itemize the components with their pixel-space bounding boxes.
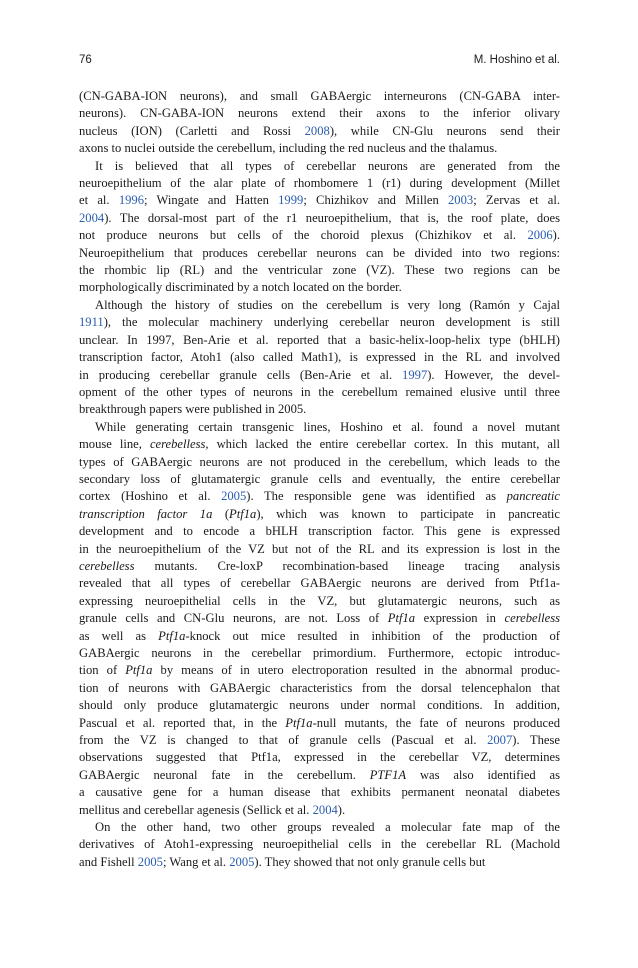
text-line bbox=[79, 367, 560, 384]
citation-link[interactable]: 2006 bbox=[527, 228, 553, 243]
text-line bbox=[79, 819, 560, 836]
paragraph bbox=[79, 158, 560, 297]
italic-text: PTF1A bbox=[369, 767, 407, 782]
text-line bbox=[79, 279, 560, 296]
text-run: -null mutants, the fate of neurons produced bbox=[312, 715, 560, 730]
italic-text: Ptf1a bbox=[285, 715, 313, 730]
citation-link[interactable]: 1996 bbox=[118, 193, 144, 208]
text-run: expressing neuroepithelial cells in the VZ, but glutamatergic neurons, such as bbox=[79, 593, 560, 608]
italic-text: pancreatic bbox=[506, 489, 560, 504]
text-line bbox=[79, 105, 560, 122]
text-run: should only produce glutamatergic neurons under normal conditions. In addition, bbox=[79, 698, 560, 713]
text-run: observations suggested that Ptf1a, expressed in the cerebellar VZ, determines bbox=[79, 750, 560, 765]
text-run: as well as bbox=[79, 628, 159, 643]
text-line bbox=[79, 140, 560, 157]
text-run: mouse line, bbox=[79, 437, 150, 452]
citation-link[interactable]: 2007 bbox=[487, 733, 513, 748]
citation-link[interactable]: 2003 bbox=[448, 193, 474, 208]
citation-link[interactable]: 2005 bbox=[221, 489, 247, 504]
text-run: axons to nuclei outside the cerebellum, including the red nucleus and the thalamus. bbox=[79, 141, 498, 156]
text-run: ). The responsible gene was identified as bbox=[246, 489, 507, 504]
italic-text: Ptf1a bbox=[158, 628, 186, 643]
text-run: (CN-GABA-ION neurons), and small GABAergic interneurons (CN-GABA inter- bbox=[79, 89, 560, 103]
text-line bbox=[79, 715, 560, 732]
text-line bbox=[79, 454, 560, 471]
text-run: ). bbox=[552, 228, 560, 243]
text-run: unclear. In 1997, Ben-Arie et al. reported that a basic-helix-loop-helix type (bHLH) bbox=[79, 332, 560, 347]
text-run: Neuroepithelium that produces cerebellar neurons can be divided into two regions: bbox=[79, 245, 560, 260]
text-run: ), which was known to participate in pancreatic bbox=[256, 506, 560, 521]
text-run: not produce neurons but cells of the choroid plexus (Chizhikov et al. bbox=[79, 228, 528, 243]
text-line bbox=[79, 210, 560, 227]
running-head: M. Hoshino et al. bbox=[473, 54, 560, 66]
text-run: ). These bbox=[512, 733, 560, 748]
text-run: a causative gene for a human disease that exhibits permanent neonatal diabetes bbox=[79, 785, 560, 800]
text-run: expression in bbox=[415, 611, 505, 626]
text-run: Although the history of studies on the cerebellum is very long (Ramón y Cajal bbox=[95, 297, 560, 312]
text-line bbox=[79, 575, 560, 592]
text-run: breakthrough papers were published in 2005. bbox=[79, 402, 307, 417]
text-line bbox=[79, 488, 560, 505]
text-run: ), the molecular machinery underlying cerebellar neuron development is still bbox=[103, 315, 560, 330]
text-run: tion of neurons with GABAergic characteristics from the dorsal telencephalon that bbox=[79, 680, 560, 695]
text-run: ; Wang et al. bbox=[162, 854, 230, 869]
text-line bbox=[79, 593, 560, 610]
text-line bbox=[79, 802, 560, 819]
text-line bbox=[79, 314, 560, 331]
page-header bbox=[79, 51, 560, 69]
text-line bbox=[79, 419, 560, 436]
text-run: the rhombic lip (RL) and the ventricular zone (VZ). These two regions can be bbox=[79, 263, 560, 278]
text-run: Pascual et al. reported that, in the bbox=[79, 715, 286, 730]
text-run: types of GABAergic neurons are not produced in the cerebellum, which leads to the bbox=[79, 454, 560, 469]
text-line bbox=[79, 384, 560, 401]
text-line bbox=[79, 227, 560, 244]
text-line bbox=[79, 401, 560, 418]
italic-text: cerebelless bbox=[504, 611, 560, 626]
citation-link[interactable]: 1999 bbox=[278, 193, 304, 208]
text-run: ; Wingate and Hatten bbox=[144, 193, 279, 208]
text-run: ), while CN-Glu neurons send their bbox=[329, 123, 560, 138]
text-line bbox=[79, 175, 560, 192]
text-line bbox=[79, 680, 560, 697]
text-run: ( bbox=[212, 506, 230, 521]
text-run: morphologically discriminated by a notch located on the border. bbox=[79, 280, 402, 295]
text-line bbox=[79, 523, 560, 540]
text-run: GABAergic neuronal fate in the cerebellum. bbox=[79, 767, 370, 782]
text-line bbox=[79, 192, 560, 209]
citation-link[interactable]: 1911 bbox=[79, 315, 104, 330]
text-run: revealed that all types of cerebellar GABAergic neurons are derived from Ptf1a- bbox=[79, 576, 560, 591]
text-run: mutants. Cre-loxP recombination-based lineage tracing analysis bbox=[134, 558, 560, 573]
body-text bbox=[79, 88, 560, 871]
paragraph bbox=[79, 819, 560, 871]
text-line bbox=[79, 88, 560, 105]
text-run: in producing cerebellar granule cells (Ben-Arie et al. bbox=[79, 367, 403, 382]
text-run: While generating certain transgenic lines, Hoshino et al. found a novel mutant bbox=[95, 419, 560, 434]
text-line bbox=[79, 262, 560, 279]
text-run: tion of bbox=[79, 663, 126, 678]
paragraph bbox=[79, 419, 560, 819]
citation-link[interactable]: 2008 bbox=[304, 123, 330, 138]
text-run: transcription factor, Atoh1 (also called Math1), is expressed in the RL and involved bbox=[79, 350, 560, 365]
text-run: by means of in utero electroporation resulted in the abnormal produc- bbox=[152, 663, 560, 678]
text-run: granule cells and CN-Glu neurons, are not. Loss of bbox=[79, 611, 388, 626]
text-line bbox=[79, 349, 560, 366]
text-run: was also identified as bbox=[406, 767, 560, 782]
text-line bbox=[79, 332, 560, 349]
text-line bbox=[79, 697, 560, 714]
text-run: and Fishell bbox=[79, 854, 138, 869]
citation-link[interactable]: 2004 bbox=[312, 802, 338, 817]
text-line bbox=[79, 297, 560, 314]
text-line bbox=[79, 645, 560, 662]
text-run: neurons). CN-GABA-ION neurons extend their axons to the inferior olivary bbox=[79, 106, 560, 121]
text-line bbox=[79, 836, 560, 853]
text-line bbox=[79, 767, 560, 784]
paragraph bbox=[79, 88, 560, 158]
citation-link[interactable]: 2005 bbox=[137, 854, 163, 869]
text-run: mellitus and cerebellar agenesis (Sellick et al. bbox=[79, 802, 313, 817]
text-run: ). bbox=[337, 802, 346, 817]
text-run: development and to encode a bHLH transcription factor. This gene is expressed bbox=[79, 524, 560, 539]
text-run: , which lacked the entire cerebellar cortex. In this mutant, all bbox=[205, 437, 560, 452]
text-line bbox=[79, 628, 560, 645]
text-line bbox=[79, 506, 560, 523]
italic-text: Ptf1a bbox=[125, 663, 153, 678]
citation-link[interactable]: 2005 bbox=[229, 854, 255, 869]
text-line bbox=[79, 245, 560, 262]
text-line bbox=[79, 541, 560, 558]
text-run: cortex (Hoshino et al. bbox=[79, 489, 222, 504]
text-run: It is believed that all types of cerebellar neurons are generated from the bbox=[95, 158, 560, 173]
text-run: in the neuroepithelium of the VZ but not of the RL and its expression is lost in the bbox=[79, 541, 560, 556]
italic-text: transcription factor 1a bbox=[79, 506, 213, 521]
italic-text: cerebelless bbox=[79, 558, 135, 573]
text-run: GABAergic neurons in the cerebellar primordium. Furthermore, ectopic introduc- bbox=[79, 646, 560, 660]
text-run: from the VZ is changed to that of granule cells (Pascual et al. bbox=[79, 733, 488, 748]
text-run: ; Chizhikov and Millen bbox=[303, 193, 448, 208]
text-line bbox=[79, 558, 560, 575]
text-line bbox=[79, 732, 560, 749]
text-line bbox=[79, 158, 560, 175]
italic-text: Ptf1a bbox=[387, 611, 416, 626]
text-line bbox=[79, 749, 560, 766]
text-run: nucleus (ION) (Carletti and Rossi bbox=[79, 123, 305, 138]
text-line bbox=[79, 784, 560, 801]
text-run: neuroepithelium of the alar plate of rhombomere 1 (r1) during development (Millet bbox=[79, 176, 560, 191]
text-run: ). They showed that not only granule cells but bbox=[254, 854, 486, 869]
text-line bbox=[79, 610, 560, 627]
text-line bbox=[79, 471, 560, 488]
text-run: ). However, the devel- bbox=[427, 367, 560, 382]
text-run: derivatives of Atoh1-expressing neuroepithelial cells in the cerebellar RL (Machold bbox=[79, 837, 560, 852]
text-run: -knock out mice resulted in inhibition of the production of bbox=[185, 628, 560, 643]
italic-text: cerebelless bbox=[149, 437, 206, 452]
text-line bbox=[79, 123, 560, 140]
text-run: ). The dorsal-most part of the r1 neuroepithelium, that is, the roof plate, does bbox=[104, 210, 560, 225]
text-line bbox=[79, 436, 560, 453]
paragraph bbox=[79, 297, 560, 419]
text-run: ; Zervas et al. bbox=[473, 193, 560, 208]
italic-text: Ptf1a bbox=[229, 506, 257, 521]
citation-link[interactable]: 1997 bbox=[402, 367, 428, 382]
page-number: 76 bbox=[79, 54, 92, 66]
text-line bbox=[79, 854, 560, 871]
text-line bbox=[79, 662, 560, 679]
text-run: opment of the other types of neurons in the cerebellum remained elusive until three bbox=[79, 384, 560, 399]
text-run: secondary loss of glutamatergic granule cells and eventually, the entire cerebellar bbox=[79, 471, 560, 486]
text-run: et al. bbox=[79, 193, 119, 208]
citation-link[interactable]: 2004 bbox=[79, 210, 105, 225]
text-run: On the other hand, two other groups revealed a molecular fate map of the bbox=[95, 820, 560, 835]
